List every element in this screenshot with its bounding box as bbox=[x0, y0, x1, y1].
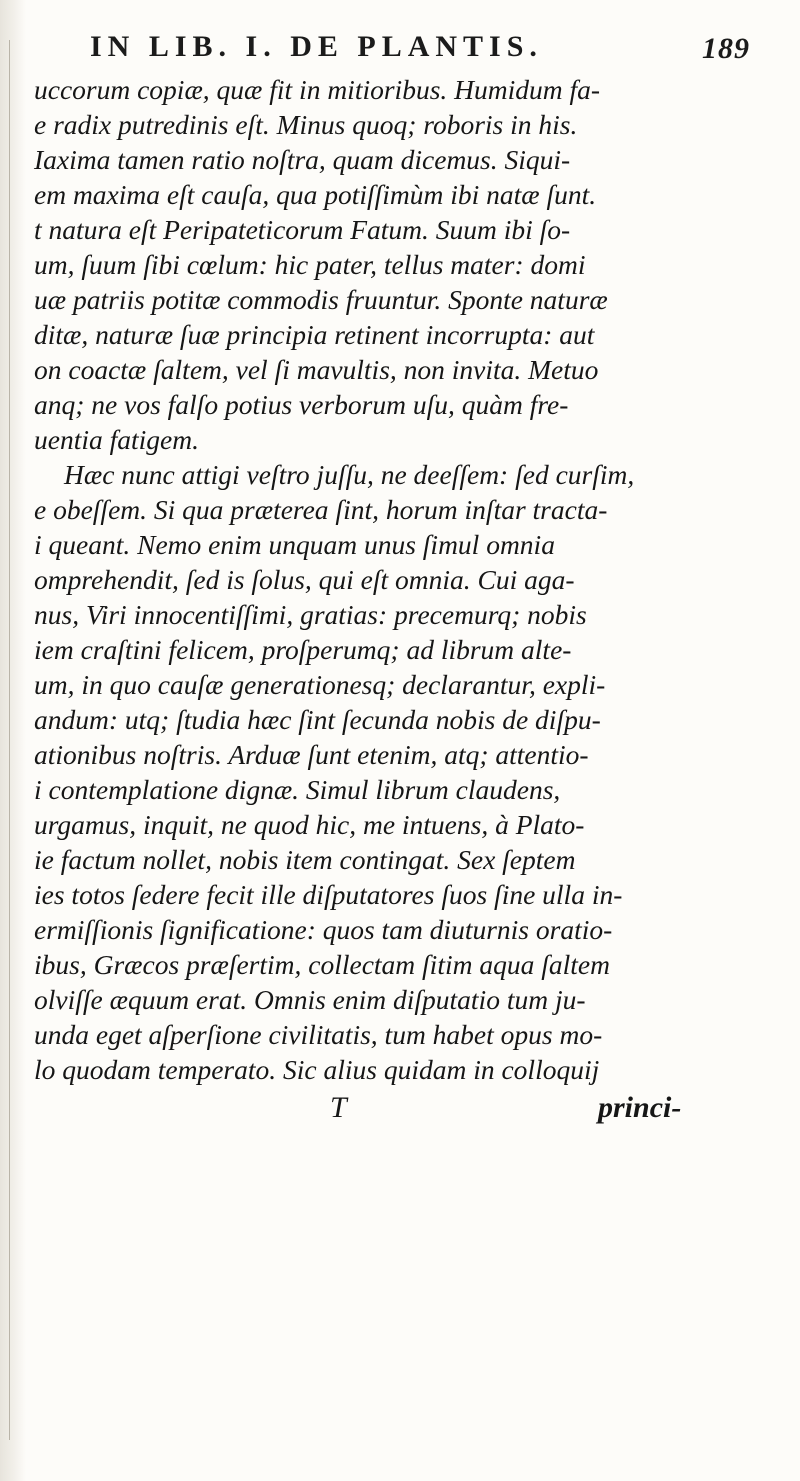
text-line: t natura eſt Peripateticorum Fatum. Suum ibi ſo- bbox=[34, 214, 571, 245]
text-line: omprehendit, ſed is ſolus, qui eſt omnia. Cui aga- bbox=[34, 564, 575, 595]
text-line: ies totos ſedere fecit ille diſputatores ſuos ſine ulla in- bbox=[34, 879, 623, 910]
binding-gutter bbox=[0, 0, 26, 1481]
page-footer bbox=[300, 1091, 760, 1131]
signature-mark: T bbox=[330, 1091, 347, 1124]
text-line: urgamus, inquit, ne quod hic, me intuens, à Plato- bbox=[34, 809, 585, 840]
running-head bbox=[50, 30, 750, 74]
page-number: 189 bbox=[702, 32, 750, 65]
catchword: princi- bbox=[598, 1091, 682, 1124]
text-line: nus, Viri innocentiſſimi, gratias: precemurq; nobis bbox=[34, 599, 587, 630]
text-line: ationibus noſtris. Arduæ ſunt etenim, atq; attentio- bbox=[34, 739, 589, 770]
running-title: IN LIB. I. DE PLANTIS. bbox=[90, 30, 543, 63]
text-line: on coactæ ſaltem, vel ſi mavultis, non invita. Metuo bbox=[34, 354, 599, 385]
text-line: uæ patriis potitæ commodis fruuntur. Sponte naturæ bbox=[34, 284, 608, 315]
text-line: uccorum copiæ, quæ fit in mitioribus. Humidum fa- bbox=[34, 74, 601, 105]
text-line: anq; ne vos falſo potius verborum uſu, quàm fre- bbox=[34, 389, 569, 420]
body-text bbox=[34, 72, 794, 1087]
text-line: unda eget aſperſione civilitatis, tum habet opus mo- bbox=[34, 1019, 603, 1050]
text-line: um, ſuum ſibi cœlum: hic pater, tellus mater: domi bbox=[34, 249, 586, 280]
text-line: em maxima eſt cauſa, qua potiſſimùm ibi natæ ſunt. bbox=[34, 179, 597, 210]
text-line: i contemplatione dignæ. Simul librum claudens, bbox=[34, 774, 561, 805]
text-line: iem craſtini felicem, proſperumq; ad librum alte- bbox=[34, 634, 572, 665]
binding-edge-line bbox=[9, 40, 10, 1440]
text-line: e radix putredinis eſt. Minus quoq; roboris in his. bbox=[34, 109, 578, 140]
text-line: andum: utq; ſtudia hæc ſint ſecunda nobis de diſpu- bbox=[34, 704, 601, 735]
text-line: uentia fatigem. bbox=[34, 424, 199, 455]
text-line: olviſſe æquum erat. Omnis enim diſputatio tum ju- bbox=[34, 984, 586, 1015]
text-line: um, in quo cauſæ generationesq; declarantur, expli- bbox=[34, 669, 606, 700]
text-line: ermiſſionis ſignificatione: quos tam diuturnis oratio- bbox=[34, 914, 613, 945]
text-line: e obeſſem. Si qua præterea ſint, horum inſtar tracta- bbox=[34, 494, 608, 525]
text-line: Iaxima tamen ratio noſtra, quam dicemus. Siqui- bbox=[34, 144, 571, 175]
paragraph-start-line: Hæc nunc attigi veſtro juſſu, ne deeſſem: ſed curſim, bbox=[64, 459, 635, 490]
text-line: ditæ, naturæ ſuæ principia retinent incorrupta: aut bbox=[34, 319, 595, 350]
text-line: lo quodam temperato. Sic alius quidam in colloquij bbox=[34, 1054, 600, 1085]
text-line: ibus, Græcos præſertim, collectam ſitim aqua ſaltem bbox=[34, 949, 610, 980]
text-line: ie factum nollet, nobis item contingat. Sex ſeptem bbox=[34, 844, 576, 875]
text-line: i queant. Nemo enim unquam unus ſimul omnia bbox=[34, 529, 555, 560]
